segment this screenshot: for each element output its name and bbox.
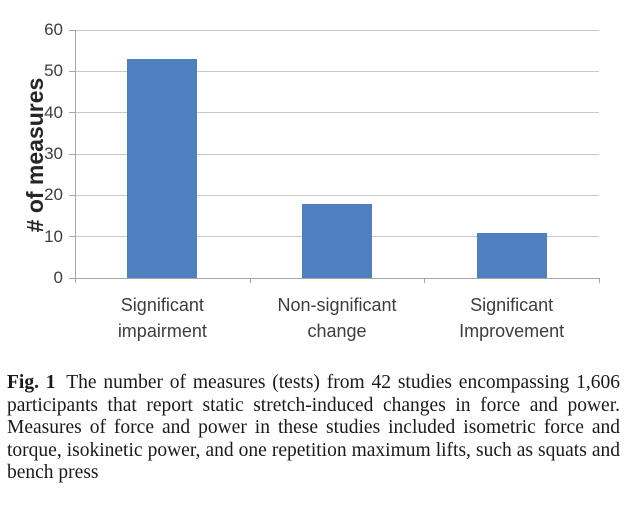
y-tick-label: 0 [53,268,63,287]
x-tick [75,278,76,283]
y-tick-label: 20 [44,185,63,205]
figure-caption-label: Fig. 1 [7,372,56,393]
bar [477,233,547,278]
figure-caption-text: The number of measures (tests) from 42 studies encompassing 1,606 participants that report static stretch-induced changes in force and power. Measures of force and power in these studies included isometric force and torque, isokinetic power, and one repetition maximum lifts, such as squats and bench press [7,372,620,483]
x-tick [424,278,425,283]
figure-caption [7,372,620,485]
gridline [75,30,599,31]
bar [127,59,197,278]
x-axis-line [75,278,600,279]
x-category-label: Significant Improvement [459,295,565,341]
bar [302,204,372,278]
x-tick [250,278,251,283]
y-tick-label: 40 [44,102,63,122]
y-tick-label: 30 [44,144,63,163]
y-tick-label: 50 [44,61,63,81]
x-category-label: Significant impairment [117,295,207,341]
y-axis-title: # of measures [22,77,48,233]
y-tick-label: 10 [44,226,63,246]
x-category-label: Non-significant change [277,295,397,341]
y-tick-label: 60 [44,20,63,39]
x-tick [599,278,600,283]
y-axis-line [75,30,76,278]
